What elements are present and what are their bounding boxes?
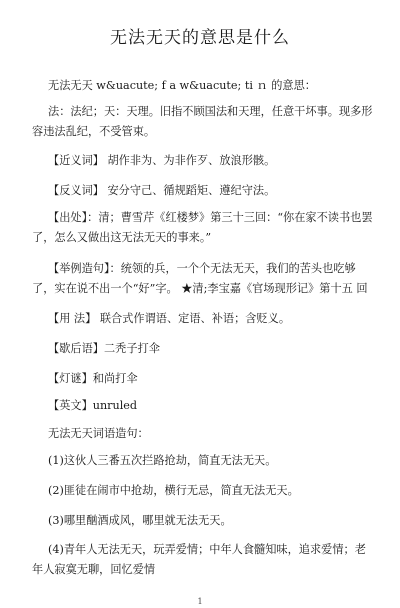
- source-paragraph: 【出处】：清；曹雪芹《红楼梦》第三十三回：“你在家不读书也罢了，怎么又做出这无法无天的事来。”: [32, 211, 373, 244]
- xiehouyu-line: 【歇后语】二秃子打伞: [48, 342, 160, 355]
- example-sentence-2: (2)匪徒在闹市中抢劫，横行无忌，简直无法无天。: [48, 484, 299, 497]
- examples-heading: 无法无天词语造句：: [48, 427, 149, 440]
- definition-paragraph: 法：法纪；天：天理。旧指不顾国法和天理，任意干坏事。现多形容违法乱纪，不受管束。: [32, 105, 373, 138]
- english-line: 【英文】unruled: [48, 399, 138, 412]
- example-paragraph: 【举例造句】：统领的兵，一个个无法无天，我们的苦头也吃够了，实在说不出一个“好”字。 ★清;李宝嘉《官场现形记》第十五 回: [32, 262, 368, 295]
- page-title: 无法无天的意思是什么: [110, 28, 290, 48]
- pinyin-line: 无法无天 w&uacute; f a w&uacute; ti ｎ 的意思：: [48, 79, 316, 92]
- antonyms-line: 【反义词】 安分守己、循规蹈矩、遵纪守法。: [48, 184, 276, 197]
- usage-line: 【用 法】 联合式作谓语、定语、补语；含贬义。: [48, 312, 291, 325]
- example-sentence-1: (1)这伙人三番五次拦路抢劫，简直无法无天。: [48, 454, 277, 467]
- example-sentence-3: (3)哪里酗酒成风，哪里就无法无天。: [48, 514, 232, 527]
- example-sentence-4: (4)青年人无法无天，玩弄爱情；中年人食髓知味，追求爱情；老年人寂寞无聊，回忆爱情: [32, 543, 366, 576]
- page-number: 1: [197, 597, 203, 606]
- riddle-line: 【灯谜】和尚打伞: [48, 372, 138, 385]
- synonyms-line: 【近义词】 胡作非为、为非作歹、放浪形骸。: [48, 154, 276, 167]
